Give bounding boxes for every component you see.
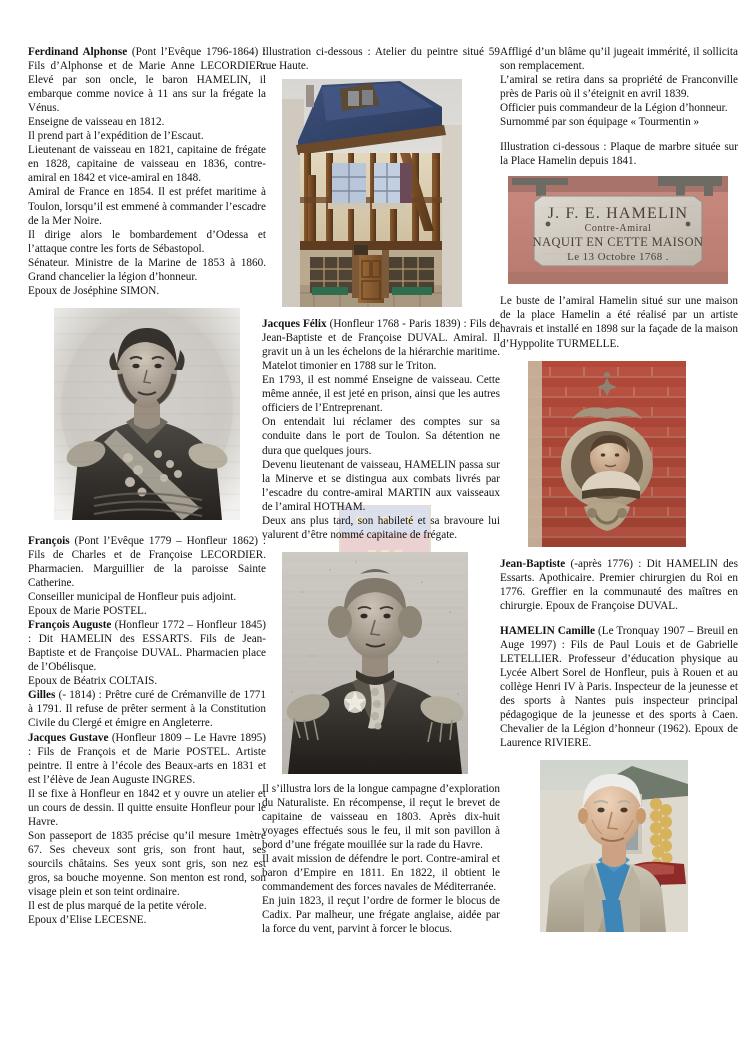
entry-jacques-gustave-p4: Il est de plus marqué de la petite vérole. [28, 900, 207, 913]
illustration-note-workshop: Illustration ci-dessous : Atelier du peintre situé 59 rue Haute. [262, 46, 500, 73]
hamelin-bust-medallion-photo [528, 361, 686, 547]
entry-hamelin-camille-p1: HAMELIN Camille (Le Tronquay 1907 – Breuil en Auge 1997) : Fils de Paul Louis et de Gabrielle LETELLIER. Professeur d’éducation physique au Lycée Albert Sorel de Honfleur, puis à Rouen et au collège Henri IV à Paris. Inspecteur de la jeunesse et des sports à Nantes puis inspecteur principal pédagogique de la jeunesse et des sports à Caen. Chevalier de la Légion d’honneur (1962). Epoux de Laurence RIVIERE. [500, 624, 738, 750]
entry-gilles-p1: Gilles (- 1814) : Prêtre curé de Crémanville de 1771 à 1791. Il refuse de prêter serment à la Constitution Civile du Clergé et émigre en Angleterre. [28, 689, 266, 730]
entry-jacques-gustave-p2: Il se fixe à Honfleur en 1842 et y ouvre un atelier et un cours de dessin. Il quitte ensuite Honfleur pour le Havre. [28, 787, 266, 828]
entry-name: François [28, 534, 70, 547]
entry-jacques-gustave-p5: Epoux d’Elise LECESNE. [28, 914, 147, 927]
entry-jean-baptiste-p1: Jean-Baptiste (-après 1776) : Dit HAMELIN des Essarts. Apothicaire. Premier chirurgien du Roi en 1776. Greffier en la communauté des maîtres en chirurgie. Epoux de Françoise DUVAL. [500, 557, 738, 612]
entry-ferdinand-alphonse-p8: Epoux de Joséphine SIMON. [28, 284, 160, 297]
entry-jacques-felix-p4: Devenu lieutenant de vaisseau, HAMELIN passa sur la Minerve et se distingua aux combats livrés par l’escadre du contre-amiral MARTIN aux vaisseaux de l’amiral HOTHAM. [262, 458, 500, 513]
plaque-line-2: Contre-Amiral [584, 223, 652, 235]
camille-hamelin-photo [540, 760, 688, 932]
entry-jacques-felix-p3: On entendait lui réclamer des comptes sur sa conduite dans le port de Toulon. Sa détention ne dura que quelques jours. [262, 416, 500, 457]
admiral-ferdinand-alphonse-hamelin-engraving [54, 308, 240, 520]
entry-ferdinand-alphonse-p4: Lieutenant de vaisseau en 1821, capitaine de frégate en 1828, capitaine de vaisseau en 1836, contre-amiral en 1842 et vice-amiral en 1848. [28, 144, 266, 185]
entry-jacques-gustave-p3: Son passeport de 1835 précise qu’il mesure 1mètre 67. Ses cheveux sont gris, son front haut, ses sourcils châtains. Ses yeux sont gris, son nez est gros, sa bouche moyenne. Son menton est rond, son visage plein et son teint ordinaire. [28, 829, 266, 899]
col3-intro-p1: Affligé d’un blâme qu’il jugeait immérité, il sollicita son remplacement. [500, 46, 738, 73]
entry-jacques-felix-p5: Deux ans plus tard, son habileté et sa bravoure lui valurent d’être nommé capitaine de frégate. [262, 514, 500, 541]
entry-jacques-felix-p1: Jacques Félix (Honfleur 1768 - Paris 1839) : Fils de Jean-Baptiste et de Françoise DUVAL. Amiral. Il gravit un à un les échelons de la hiérarchie maritime. Matelot timonier en 1788 sur le Triton. [262, 318, 500, 373]
col3-intro-p3: Officier puis commandeur de la Légion d’honneur. [500, 102, 728, 115]
entry-jacques-felix-cont-p3: En juin 1823, il reçut l’ordre de former le blocus de Cadix. Par malheur, une frégate anglaise, aidée par la force du vent, parvint à forcer le blocus. [262, 895, 500, 936]
entry-francois-p1: François (Pont l’Evêque 1779 – Honfleur 1862) : Fils de Charles et de Françoise LECORDIER. Pharmacien. Marguillier de la paroisse Sainte Catherine. [28, 534, 266, 589]
column-2 [262, 45, 500, 936]
illustration-note-plaque: Illustration ci-dessous : Plaque de marbre située sur la Place Hamelin depuis 1841. [500, 141, 738, 168]
entry-jacques-felix-cont-p1: Il s’illustra lors de la longue campagne d’exploration du Naturaliste. En récompense, il reçut le brevet de capitaine de vaisseau en 1803. Après dix-huit voyages effectués sous le feu, il mit son pavillon à bord d’une frégate mouillée sur la rade du Havre. [262, 782, 500, 852]
entry-name: François Auguste [28, 619, 112, 632]
column-3 [500, 45, 738, 938]
entry-jacques-gustave-p1: Jacques Gustave (Honfleur 1809 – Le Havre 1895) : Fils de François et de Marie POSTEL. Artiste peintre. Il entre à l’école des Beaux-arts en 1831 et est l’élève de Jean Auguste INGRES. [28, 731, 266, 786]
entry-ferdinand-alphonse-p1: Ferdinand Alphonse (Pont l’Evêque 1796-1864) : Fils d’Alphonse et de Marie Anne LECORDIER. Elevé par son oncle, le baron HAMELIN, il embarque comme novice à 11 ans sur la frégate la Vénus. [28, 46, 266, 115]
col3-intro-p2: L’amiral se retira dans sa propriété de Franconville près de Paris où il s’éteignit en avril 1839. [500, 74, 738, 101]
entry-jacques-felix-cont-p2: Il avait mission de défendre le port. Contre-amiral et baron d’Empire en 1811. En 1822, il obtient le commandement des forces navales de Méditerranée. [262, 853, 500, 894]
entry-ferdinand-alphonse-p3: Il prend part à l’expédition de l’Escaut. [28, 130, 204, 143]
bust-description: Le buste de l’amiral Hamelin situé sur une maison de la place Hamelin a été réalisé par un artiste havrais et installé en 1898 sur la façade de la maison d’Hyppolite TURMELLE. [500, 295, 738, 350]
entry-ferdinand-alphonse-p6: Il dirige alors le bombardement d’Odessa et l’attaque contre les forts de Sébastopol. [28, 228, 266, 255]
entry-jacques-felix-p2: En 1793, il est nommé Enseigne de vaisseau. Cette même année, il est jeté en prison, ainsi que les autres officiers de l’Entreprenant. [262, 374, 500, 415]
col3-intro-p4: Surnommé par son équipage « Tourmentin » [500, 116, 700, 129]
entry-ferdinand-alphonse-p5: Amiral de France en 1854. Il est préfet maritime à Toulon, lorsqu’il est emmené à commander l’escadre de la Mer Noire. [28, 186, 266, 227]
entry-francois-auguste-p1: François Auguste (Honfleur 1772 – Honfleur 1845) : Dit HAMELIN des ESSARTS. Fils de Jean-Baptiste et de Françoise DUVAL. Pharmacien place de l’Obélisque. [28, 619, 266, 674]
entry-name: Jacques Félix [262, 318, 327, 331]
admiral-jacques-felix-hamelin-portrait [282, 552, 468, 774]
entry-name: HAMELIN Camille [500, 624, 595, 637]
entry-name: Jacques Gustave [28, 731, 109, 744]
column-1 [28, 45, 266, 927]
painters-workshop-house-photo [282, 79, 462, 307]
entry-name: Jean-Baptiste [500, 557, 566, 570]
entry-ferdinand-alphonse-p7: Sénateur. Ministre de la Marine de 1853 à 1860. Grand chancelier la légion d’honneur. [28, 256, 266, 283]
plaque-line-1: J. F. E. HAMELIN [547, 205, 689, 223]
entry-francois-auguste-p2: Epoux de Béatrix COLTAIS. [28, 675, 158, 688]
entry-francois-p2: Conseiller municipal de Honfleur puis adjoint. [28, 591, 237, 604]
marble-plaque-photo [508, 176, 728, 284]
entry-name: Ferdinand Alphonse [28, 46, 128, 58]
entry-ferdinand-alphonse-p2: Enseigne de vaisseau en 1812. [28, 116, 165, 129]
entry-francois-p3: Epoux de Marie POSTEL. [28, 605, 147, 618]
plaque-line-3: NAQUIT EN CETTE MAISON [532, 235, 704, 250]
entry-name: Gilles [28, 689, 56, 702]
plaque-line-4: Le 13 Octobre 1768 . [567, 251, 669, 264]
